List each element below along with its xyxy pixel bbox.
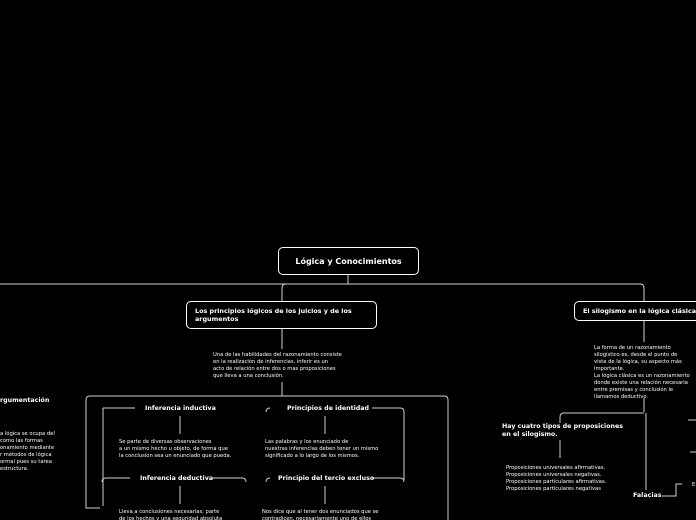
argumentacion-text: a lógica se ocupa del como las formas onamiento mediante r métodos de lógica ormal pues su tarea estructura. bbox=[0, 431, 55, 472]
principios-identidad-label[interactable]: Principios de identidad bbox=[287, 405, 370, 412]
tipos-proposiciones-label[interactable]: Hay cuatro tipos de proposiciones en el silogismo. bbox=[502, 423, 624, 438]
argumentacion-label[interactable]: rgumentación bbox=[0, 397, 50, 404]
principio-tercio-excluso-label[interactable]: Principio del tercio excluso bbox=[278, 475, 375, 482]
principios-identidad-text: Las palabras y los enunciado de nuestras inferencias deben tener un mismo significado a lo largo de los mismos. bbox=[265, 439, 379, 459]
inferencia-deductiva-text: Lleva a conclusiones necesarias; parte de los hechos y una seguridad absoluta bbox=[119, 509, 223, 520]
left-branch-node[interactable] bbox=[186, 301, 377, 329]
right-branch-title: El silogismo en la lógica clásica bbox=[583, 307, 696, 315]
right-branch-description: La forma de un razonamiento silogístico es, desde el punto de vista de la lógica, su aspecto más importante. La lógica clásica es un razonamiento donde existe una relación necesaria entre premisas y conclusión le llamamos deductivo. bbox=[594, 345, 690, 400]
falacias-label[interactable]: Falacias bbox=[633, 492, 662, 499]
root-node[interactable] bbox=[278, 247, 419, 275]
inferencia-deductiva-label[interactable]: Inferencia deductiva bbox=[140, 475, 214, 482]
inferencia-inductiva-text: Se parte de diversas observaciones a un mismo hecho u objeto, de forma que la conclusión sea un enunciado que pueda. bbox=[119, 439, 232, 459]
inferencia-inductiva-label[interactable]: Inferencia inductiva bbox=[145, 405, 216, 412]
right-edge-letter: E bbox=[692, 482, 696, 488]
principio-tercio-excluso-text: Nos dice que al tener dos enunciados que se contradicen, necesariamente uno de ellos bbox=[262, 509, 379, 520]
tipos-proposiciones-text: Proposiciones universales afirmativas. Proposiciones universales negativas. Proposiciones particulares afirmativas. Proposiciones particulares negativas bbox=[506, 465, 607, 492]
left-branch-title: Los principios lógicos de los juicios y de los argumentos bbox=[195, 306, 352, 323]
right-branch-node[interactable] bbox=[574, 301, 696, 321]
root-title: Lógica y Conocimientos bbox=[295, 256, 402, 266]
left-branch-description: Una de las habilidades del razonamiento consiste en la realización de inferencias, inferir es un acto de relación entre dos o mas proposiciones que lleva a una conclusión. bbox=[213, 352, 342, 379]
